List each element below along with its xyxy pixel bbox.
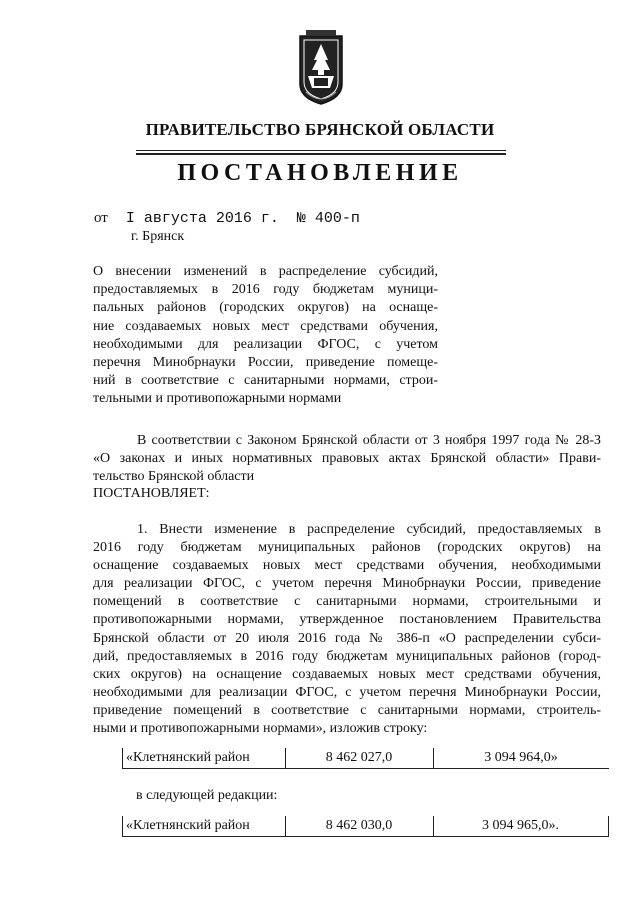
government-title: ПРАВИТЕЛЬСТВО БРЯНСКОЙ ОБЛАСТИ xyxy=(145,120,495,139)
item-line: дий, предоставляемых в 2016 году бюджетам муниципальных районов (город- xyxy=(93,648,601,664)
subject-block xyxy=(93,263,438,409)
document-date: I августа 2016 г. xyxy=(125,210,279,227)
basis-line: В соответствии с Законом Брянской области от 3 ноября 1997 года № 28-З xyxy=(137,433,601,448)
subject-line: пальных районов (городских округов) на оснаще- xyxy=(93,300,438,316)
subsidy-cell: 3 094 964,0» xyxy=(434,748,610,769)
decree-word: ПОСТАНОВЛЯЕТ: xyxy=(93,486,210,501)
item-line: для реализации ФГОС, с учетом перечня Минобрнауки России, приведение xyxy=(93,576,601,592)
item-line: приведение помещений в соответствие с санитарными нормами, строитель- xyxy=(93,702,601,718)
subject-line: предоставляемых в 2016 году бюджетам муници- xyxy=(93,282,438,298)
coat-of-arms-icon xyxy=(296,30,346,110)
subject-line: перечня Минобрнауки России, приведение помеще- xyxy=(93,354,438,370)
item-line: помещений в соответствие с санитарными нормами, строительными и xyxy=(93,594,601,610)
old-row-table xyxy=(122,748,609,769)
subject-line: ний в соответствие с санитарными нормами, строи- xyxy=(93,373,438,389)
item-line: оснащение создаваемых новых мест средствами обучения, необходимыми xyxy=(93,558,601,574)
subject-line: О внесении изменений в распределение субсидий, xyxy=(93,264,438,279)
table-row xyxy=(123,748,610,769)
date-line xyxy=(94,210,360,227)
basis-paragraph xyxy=(93,432,601,486)
amount-cell: 8 462 027,0 xyxy=(286,748,434,769)
district-cell: «Клетнянский район xyxy=(123,816,286,837)
header-divider-thick xyxy=(136,153,506,155)
date-prefix: от xyxy=(94,210,108,226)
subject-line: необходимыми для реализации ФГОС, с учетом xyxy=(93,336,438,352)
item-line: Брянской области от 20 июля 2016 года № 386-п «О распределении субси- xyxy=(93,630,601,646)
document-number: № 400-п xyxy=(296,210,360,227)
item-line: противопожарными нормами, утвержденное постановлением Правительства xyxy=(93,612,601,628)
item-1-paragraph xyxy=(93,521,601,738)
header-divider xyxy=(136,150,506,151)
item-line: 1. Внести изменение в распределение субсидий, предоставляемых в xyxy=(137,522,601,537)
table-row xyxy=(123,816,609,837)
item-line: ских округов) на оснащение создаваемых новых мест средствами обучения, xyxy=(93,666,601,682)
district-cell: «Клетнянский район xyxy=(123,748,286,769)
basis-line: тельство Брянской области xyxy=(93,469,255,485)
document-type: ПОСТАНОВЛЕНИЕ xyxy=(177,160,463,186)
basis-line: «О законах и иных нормативных правовых актах Брянской области» Прави- xyxy=(93,451,601,467)
document-city: г. Брянск xyxy=(131,229,185,244)
item-line: необходимыми для реализации ФГОС, с учетом перечня Минобрнауки России, xyxy=(93,684,601,700)
subject-line: ние создаваемых новых мест средствами обучения, xyxy=(93,318,438,334)
new-edition-label: в следующей редакции: xyxy=(136,788,278,803)
item-line: ными и противопожарными нормами», изложив строку: xyxy=(93,721,428,737)
item-line: 2016 году бюджетам муниципальных районов (городских округов) на xyxy=(93,540,601,556)
subject-line: тельными и противопожарными нормами xyxy=(93,391,342,407)
new-row-table xyxy=(122,816,609,837)
subsidy-cell: 3 094 965,0». xyxy=(434,816,609,837)
amount-cell: 8 462 030,0 xyxy=(286,816,434,837)
